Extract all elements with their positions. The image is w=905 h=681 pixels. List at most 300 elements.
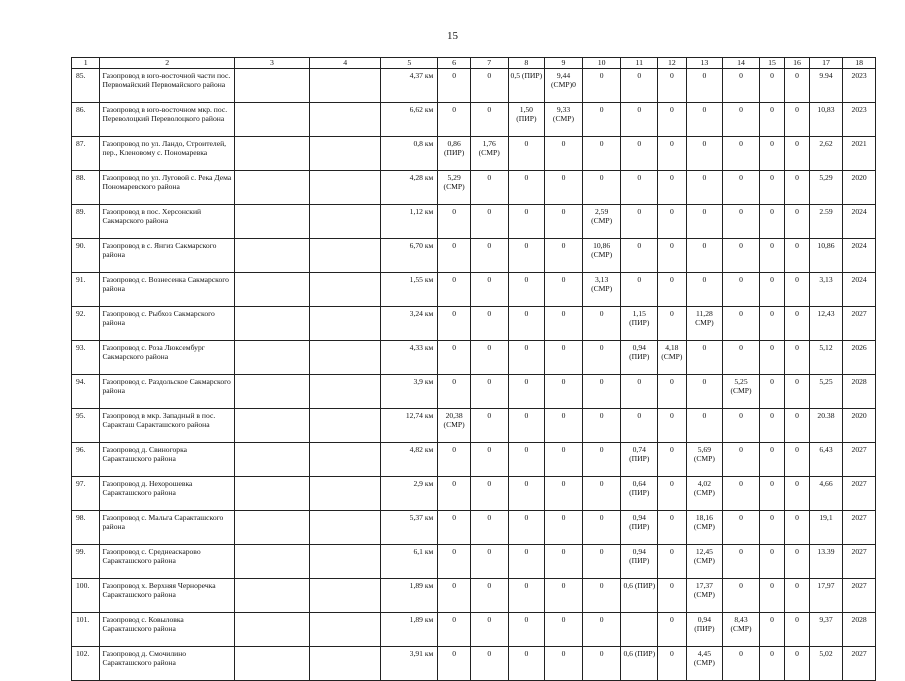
value-cell: 0	[723, 171, 760, 205]
value-cell: 0	[785, 341, 809, 375]
value-cell: 0	[545, 647, 583, 681]
value-cell: 0	[723, 69, 760, 103]
value-cell	[234, 647, 309, 681]
value-cell: 0	[759, 69, 784, 103]
column-header: 10	[582, 58, 621, 69]
value-cell: 0	[508, 171, 545, 205]
value-cell	[234, 545, 309, 579]
value-cell: 0	[785, 171, 809, 205]
row-number: 95.	[72, 409, 100, 443]
value-cell: 0	[686, 239, 723, 273]
length-cell: 4,28 км	[381, 171, 438, 205]
value-cell: 0	[508, 579, 545, 613]
object-name: Газопровод в пос. Херсонский Сакмарского района	[100, 205, 234, 239]
year-cell: 2027	[843, 647, 876, 681]
value-cell: 0	[658, 375, 686, 409]
row-number: 91.	[72, 273, 100, 307]
value-cell: 0	[621, 239, 658, 273]
value-cell	[310, 273, 381, 307]
value-cell: 0	[582, 647, 621, 681]
length-cell: 4,33 км	[381, 341, 438, 375]
length-cell: 1,89 км	[381, 579, 438, 613]
table-row	[72, 545, 876, 579]
page-number: 15	[447, 30, 458, 42]
value-cell: 0	[759, 647, 784, 681]
value-cell: 2,59 (СМР)	[582, 205, 621, 239]
object-name: Газопровод по ул. Ландо, Строителей, пер., Кленовому с. Пономаревка	[100, 137, 234, 171]
value-cell: 0	[470, 579, 508, 613]
length-cell: 6,70 км	[381, 239, 438, 273]
year-cell: 2024	[843, 239, 876, 273]
value-cell: 0	[759, 511, 784, 545]
table-row	[72, 307, 876, 341]
length-cell: 0,8 км	[381, 137, 438, 171]
value-cell: 0	[785, 409, 809, 443]
value-cell	[234, 613, 309, 647]
value-cell: 0	[470, 239, 508, 273]
value-cell: 0	[582, 511, 621, 545]
table-row	[72, 341, 876, 375]
value-cell: 0	[759, 545, 784, 579]
value-cell: 0	[785, 545, 809, 579]
value-cell: 0	[508, 511, 545, 545]
total-cell: 3,13	[809, 273, 843, 307]
value-cell	[310, 443, 381, 477]
value-cell: 5,69 (СМР)	[686, 443, 723, 477]
value-cell: 0	[438, 443, 471, 477]
value-cell: 0	[723, 443, 760, 477]
value-cell: 0	[658, 477, 686, 511]
length-cell: 1,12 км	[381, 205, 438, 239]
value-cell: 0	[723, 273, 760, 307]
value-cell	[310, 647, 381, 681]
object-name: Газопровод с. Среднеаскарово Саракташского района	[100, 545, 234, 579]
object-name: Газопровод с. Ковыловка Саракташского района	[100, 613, 234, 647]
value-cell: 0	[723, 409, 760, 443]
value-cell: 0	[621, 137, 658, 171]
row-number: 85.	[72, 69, 100, 103]
column-header: 4	[310, 58, 381, 69]
value-cell: 0	[508, 477, 545, 511]
value-cell	[234, 239, 309, 273]
value-cell: 0	[508, 647, 545, 681]
value-cell	[234, 409, 309, 443]
value-cell: 0	[582, 103, 621, 137]
table-row	[72, 409, 876, 443]
total-cell: 9,37	[809, 613, 843, 647]
column-header: 11	[621, 58, 658, 69]
value-cell: 0	[582, 613, 621, 647]
value-cell: 0	[785, 613, 809, 647]
length-cell: 3,9 км	[381, 375, 438, 409]
value-cell: 0,5 (ПИР)	[508, 69, 545, 103]
row-number: 101.	[72, 613, 100, 647]
value-cell: 0	[545, 205, 583, 239]
value-cell: 0	[508, 545, 545, 579]
pipeline-table	[71, 57, 876, 681]
value-cell: 0	[582, 375, 621, 409]
value-cell: 0	[470, 613, 508, 647]
table-row	[72, 205, 876, 239]
object-name: Газопровод с. Рыбхоз Сакмарского района	[100, 307, 234, 341]
value-cell: 4,18 (СМР)	[658, 341, 686, 375]
value-cell: 12,45 (СМР)	[686, 545, 723, 579]
value-cell: 0	[545, 511, 583, 545]
value-cell: 0	[658, 137, 686, 171]
table-row	[72, 443, 876, 477]
row-number: 86.	[72, 103, 100, 137]
row-number: 93.	[72, 341, 100, 375]
column-header: 2	[100, 58, 234, 69]
value-cell	[310, 205, 381, 239]
value-cell	[234, 307, 309, 341]
value-cell	[234, 375, 309, 409]
length-cell: 2,9 км	[381, 477, 438, 511]
length-cell: 12,74 км	[381, 409, 438, 443]
value-cell: 0	[759, 137, 784, 171]
value-cell: 0	[658, 443, 686, 477]
value-cell: 0	[582, 171, 621, 205]
row-number: 88.	[72, 171, 100, 205]
value-cell: 0	[545, 545, 583, 579]
value-cell: 0	[470, 205, 508, 239]
value-cell	[234, 205, 309, 239]
total-cell: 2,62	[809, 137, 843, 171]
row-number: 89.	[72, 205, 100, 239]
value-cell: 0	[545, 477, 583, 511]
object-name: Газопровод с. Роза Люксембург Сакмарского района	[100, 341, 234, 375]
value-cell: 0	[723, 205, 760, 239]
column-header: 6	[438, 58, 471, 69]
value-cell: 0	[686, 375, 723, 409]
object-name: Газопровод в с. Янгиз Сакмарского района	[100, 239, 234, 273]
value-cell: 0,94 (ПИР)	[686, 613, 723, 647]
value-cell: 0	[438, 647, 471, 681]
row-number: 87.	[72, 137, 100, 171]
year-cell: 2027	[843, 545, 876, 579]
table-row	[72, 273, 876, 307]
total-cell: 5,25	[809, 375, 843, 409]
length-cell: 4,37 км	[381, 69, 438, 103]
total-cell: 10,83	[809, 103, 843, 137]
value-cell: 0	[470, 443, 508, 477]
year-cell: 2024	[843, 273, 876, 307]
value-cell: 0	[686, 103, 723, 137]
value-cell: 0	[582, 341, 621, 375]
value-cell: 0	[723, 545, 760, 579]
value-cell: 0	[545, 239, 583, 273]
value-cell: 0	[545, 613, 583, 647]
year-cell: 2021	[843, 137, 876, 171]
value-cell: 0	[438, 579, 471, 613]
value-cell	[310, 69, 381, 103]
column-header: 3	[234, 58, 309, 69]
year-cell: 2027	[843, 307, 876, 341]
value-cell: 4,02 (СМР)	[686, 477, 723, 511]
column-header: 13	[686, 58, 723, 69]
value-cell	[234, 273, 309, 307]
value-cell: 0	[438, 511, 471, 545]
value-cell	[234, 137, 309, 171]
value-cell: 0	[470, 103, 508, 137]
column-header: 12	[658, 58, 686, 69]
total-cell: 20.38	[809, 409, 843, 443]
value-cell: 0	[508, 273, 545, 307]
value-cell: 0	[785, 511, 809, 545]
value-cell: 0	[582, 579, 621, 613]
value-cell: 0	[582, 137, 621, 171]
value-cell: 0	[658, 273, 686, 307]
value-cell: 0,94 (ПИР)	[621, 341, 658, 375]
row-number: 98.	[72, 511, 100, 545]
value-cell: 0	[759, 375, 784, 409]
value-cell: 0	[658, 69, 686, 103]
value-cell: 0	[470, 477, 508, 511]
value-cell: 0,64 (ПИР)	[621, 477, 658, 511]
value-cell: 0	[508, 443, 545, 477]
value-cell: 0	[508, 375, 545, 409]
total-cell: 4,66	[809, 477, 843, 511]
value-cell: 0	[785, 273, 809, 307]
year-cell: 2020	[843, 171, 876, 205]
value-cell	[310, 103, 381, 137]
object-name: Газопровод по ул. Луговой с. Река Дема Пономаревского района	[100, 171, 234, 205]
value-cell: 0	[438, 613, 471, 647]
value-cell: 17,37 (СМР)	[686, 579, 723, 613]
row-number: 99.	[72, 545, 100, 579]
value-cell: 20,38 (СМР)	[438, 409, 471, 443]
value-cell: 0	[470, 375, 508, 409]
table-row	[72, 579, 876, 613]
value-cell: 9,33 (СМР)	[545, 103, 583, 137]
length-cell: 1,55 км	[381, 273, 438, 307]
column-header: 16	[785, 58, 809, 69]
value-cell: 0	[438, 545, 471, 579]
year-cell: 2023	[843, 69, 876, 103]
value-cell	[234, 341, 309, 375]
value-cell: 0	[438, 307, 471, 341]
value-cell: 0	[686, 137, 723, 171]
value-cell: 9,44 (СМР)0	[545, 69, 583, 103]
value-cell	[310, 477, 381, 511]
table-row	[72, 103, 876, 137]
object-name: Газопровод с. Мальга Саракташского района	[100, 511, 234, 545]
value-cell: 0	[759, 103, 784, 137]
value-cell	[310, 375, 381, 409]
total-cell: 12,43	[809, 307, 843, 341]
value-cell: 1,50 (ПИР)	[508, 103, 545, 137]
value-cell	[310, 579, 381, 613]
value-cell: 0	[723, 511, 760, 545]
column-header: 9	[545, 58, 583, 69]
value-cell: 0	[759, 341, 784, 375]
value-cell: 5,29 (СМР)	[438, 171, 471, 205]
length-cell: 5,37 км	[381, 511, 438, 545]
value-cell: 1,15 (ПИР)	[621, 307, 658, 341]
value-cell: 0	[723, 103, 760, 137]
value-cell: 0	[658, 239, 686, 273]
value-cell: 0	[759, 579, 784, 613]
value-cell: 0	[621, 273, 658, 307]
value-cell	[310, 409, 381, 443]
value-cell: 0	[438, 239, 471, 273]
value-cell	[310, 239, 381, 273]
value-cell: 0	[686, 205, 723, 239]
value-cell: 0	[785, 137, 809, 171]
value-cell	[310, 137, 381, 171]
table-row	[72, 647, 876, 681]
value-cell: 0	[723, 239, 760, 273]
length-cell: 6,62 км	[381, 103, 438, 137]
value-cell: 0	[438, 477, 471, 511]
value-cell: 0	[723, 477, 760, 511]
value-cell: 0	[686, 171, 723, 205]
object-name: Газопровод х. Верхняя Черноречка Саракташского района	[100, 579, 234, 613]
value-cell: 0	[582, 307, 621, 341]
value-cell: 0,74 (ПИР)	[621, 443, 658, 477]
column-header: 5	[381, 58, 438, 69]
object-name: Газопровод д. Смочилино Саракташского района	[100, 647, 234, 681]
row-number: 97.	[72, 477, 100, 511]
value-cell: 0	[686, 69, 723, 103]
object-name: Газопровод в юго-восточном мкр. пос. Переволоцкий Переволоцкого района	[100, 103, 234, 137]
object-name: Газопровод с. Вознесенка Сакмарского района	[100, 273, 234, 307]
value-cell	[310, 545, 381, 579]
value-cell: 0	[545, 375, 583, 409]
year-cell: 2028	[843, 613, 876, 647]
value-cell: 0	[759, 307, 784, 341]
year-cell: 2023	[843, 103, 876, 137]
row-number: 90.	[72, 239, 100, 273]
value-cell: 0	[621, 171, 658, 205]
total-cell: 5,29	[809, 171, 843, 205]
value-cell: 0	[785, 239, 809, 273]
table-row	[72, 69, 876, 103]
value-cell: 0	[438, 103, 471, 137]
year-cell: 2020	[843, 409, 876, 443]
value-cell: 0	[438, 205, 471, 239]
value-cell: 5,25 (СМР)	[723, 375, 760, 409]
year-cell: 2024	[843, 205, 876, 239]
length-cell: 1,89 км	[381, 613, 438, 647]
total-cell: 5,12	[809, 341, 843, 375]
value-cell: 0	[508, 341, 545, 375]
year-cell: 2027	[843, 579, 876, 613]
value-cell: 0	[759, 477, 784, 511]
value-cell: 0	[658, 307, 686, 341]
value-cell: 0	[438, 273, 471, 307]
value-cell: 0	[582, 477, 621, 511]
value-cell: 11,28 СМР)	[686, 307, 723, 341]
value-cell	[310, 171, 381, 205]
length-cell: 4,82 км	[381, 443, 438, 477]
value-cell	[234, 103, 309, 137]
value-cell: 0	[470, 69, 508, 103]
value-cell: 0	[438, 69, 471, 103]
value-cell: 0	[759, 171, 784, 205]
value-cell: 0	[658, 511, 686, 545]
value-cell: 0	[438, 375, 471, 409]
value-cell: 0	[686, 409, 723, 443]
value-cell: 0,94 (ПИР)	[621, 511, 658, 545]
value-cell: 0	[508, 409, 545, 443]
year-cell: 2027	[843, 511, 876, 545]
value-cell: 0	[438, 341, 471, 375]
value-cell: 0,6 (ПИР)	[621, 647, 658, 681]
column-header: 1	[72, 58, 100, 69]
value-cell: 0	[582, 409, 621, 443]
value-cell: 0	[658, 579, 686, 613]
value-cell	[621, 613, 658, 647]
table-row	[72, 375, 876, 409]
value-cell: 0	[785, 69, 809, 103]
object-name: Газопровод д. Свиногорка Саракташского района	[100, 443, 234, 477]
value-cell: 0	[545, 443, 583, 477]
value-cell: 0	[582, 443, 621, 477]
year-cell: 2026	[843, 341, 876, 375]
value-cell: 0	[658, 409, 686, 443]
value-cell: 0	[470, 273, 508, 307]
value-cell: 0	[508, 205, 545, 239]
column-header: 14	[723, 58, 760, 69]
value-cell: 0	[545, 137, 583, 171]
value-cell: 0	[785, 307, 809, 341]
value-cell: 0	[470, 307, 508, 341]
total-cell: 9.94	[809, 69, 843, 103]
row-number: 100.	[72, 579, 100, 613]
value-cell: 1,76 (СМР)	[470, 137, 508, 171]
value-cell: 18,16 (СМР)	[686, 511, 723, 545]
value-cell: 0	[545, 341, 583, 375]
value-cell: 0	[759, 205, 784, 239]
value-cell: 0	[785, 443, 809, 477]
value-cell: 0	[470, 545, 508, 579]
value-cell: 3,13 (СМР)	[582, 273, 621, 307]
value-cell: 0,86 (ПИР)	[438, 137, 471, 171]
value-cell: 0	[621, 409, 658, 443]
table-row	[72, 511, 876, 545]
year-cell: 2027	[843, 443, 876, 477]
value-cell: 0	[658, 171, 686, 205]
value-cell: 0	[759, 273, 784, 307]
value-cell	[234, 443, 309, 477]
value-cell: 0	[759, 443, 784, 477]
year-cell: 2028	[843, 375, 876, 409]
value-cell: 10,86 (СМР)	[582, 239, 621, 273]
value-cell: 0	[658, 613, 686, 647]
value-cell: 0	[508, 307, 545, 341]
value-cell: 0	[470, 647, 508, 681]
length-cell: 3,24 км	[381, 307, 438, 341]
value-cell: 0	[545, 307, 583, 341]
value-cell: 0	[785, 103, 809, 137]
total-cell: 19,1	[809, 511, 843, 545]
value-cell: 0	[621, 375, 658, 409]
value-cell: 0	[545, 579, 583, 613]
table-row	[72, 171, 876, 205]
value-cell: 0	[470, 511, 508, 545]
value-cell: 0	[470, 171, 508, 205]
object-name: Газопровод в мкр. Западный в пос. Саракташ Саракташского района	[100, 409, 234, 443]
row-number: 94.	[72, 375, 100, 409]
value-cell	[310, 613, 381, 647]
total-cell: 17,97	[809, 579, 843, 613]
value-cell: 4,45 (СМР)	[686, 647, 723, 681]
value-cell: 0	[621, 103, 658, 137]
row-number: 96.	[72, 443, 100, 477]
value-cell: 0	[545, 171, 583, 205]
total-cell: 2.59	[809, 205, 843, 239]
